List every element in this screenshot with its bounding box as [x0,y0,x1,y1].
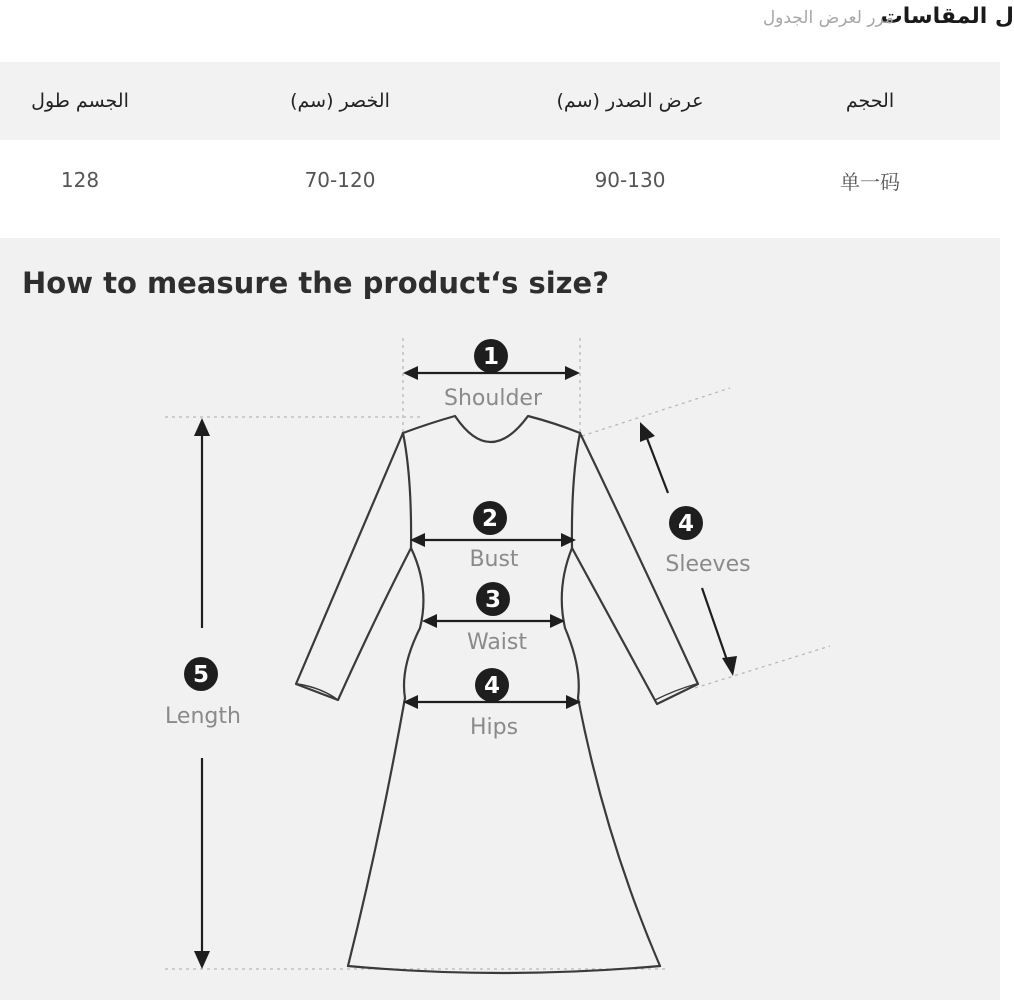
svg-text:5: 5 [192,662,210,688]
svg-text:4: 4 [677,511,695,537]
badge-hips [475,668,509,702]
bust-arrow [410,533,576,547]
cell-size: 单一码 [840,169,900,194]
badge-sleeves [669,506,703,540]
label-bust: Bust [469,547,519,572]
guide-title: How to measure the product‘s size? [22,266,610,300]
badge-bust [473,501,507,535]
column-header-waist: الخصر (سم) [290,90,390,112]
dress-measure-diagram [0,238,1000,1000]
measure-guide-panel [0,238,1000,1000]
badge-length [184,657,218,691]
scroll-hint: مرر لعرض الجدول [762,8,894,28]
label-waist: Waist [466,630,528,655]
label-hips: Hips [469,715,519,740]
label-sleeves: Sleeves [665,552,751,577]
svg-text:1: 1 [482,344,500,370]
waist-arrow [422,614,565,628]
size-table[interactable] [0,62,1000,220]
cell-bust: 90-130 [594,168,666,192]
section-title: ل المقاسات [880,4,1014,29]
column-header-bust: عرض الصدر (سم) [556,90,704,112]
table-header-row [0,62,1000,140]
sleeves-arrow [640,422,737,676]
svg-text:2: 2 [481,506,499,532]
sleeve-guide-bottom [695,646,830,688]
svg-text:4: 4 [483,673,501,699]
column-header-length: الجسم طول [31,90,129,112]
sleeve-guide-top [582,388,730,436]
badge-waist [476,582,510,616]
badge-shoulder [474,339,508,373]
column-header-size: الحجم [845,90,895,112]
header-bar [0,0,1014,40]
cell-waist: 70-120 [304,168,376,192]
table-row [0,140,1000,220]
svg-text:3: 3 [484,587,502,613]
label-shoulder: Shoulder [444,386,542,411]
cell-length: 128 [60,168,100,192]
length-arrow [194,418,210,969]
label-length: Length [165,704,241,729]
